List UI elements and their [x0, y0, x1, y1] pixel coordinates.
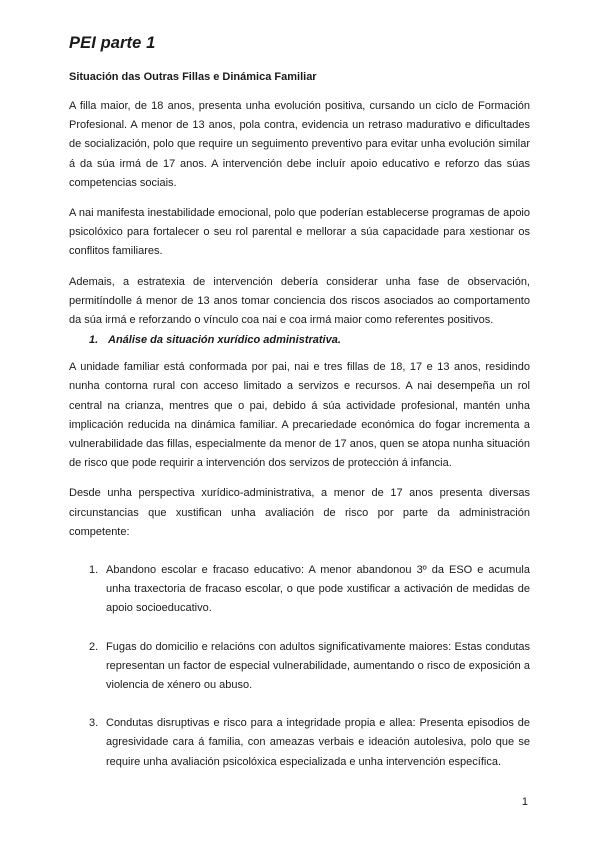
subsection-title: Análise da situación xurídico administrativa. [108, 334, 341, 347]
paragraph-analysis-2: Desde unha perspectiva xurídico-administrativa, a menor de 17 anos presenta diversas circunstancias que xustifican unha avaliación de risco por parte da administración competente: [69, 487, 530, 538]
list-item [89, 638, 530, 696]
subsection-number: 1. [89, 334, 99, 347]
paragraph-intro-1: A filla maior, de 18 anos, presenta unha evolución positiva, cursando un ciclo de Formación Profesional. A menor de 13 anos, pola contra, evidencia un retraso madurativo e dificultades de socialización, polo que require un seguimento preventivo para evitar unha evolución similar á da súa irmá de 17 anos. A intervención debe incluír apoio educativo e reforzo das súas competencias sociais. [69, 100, 530, 189]
risk-factor-list [69, 561, 530, 772]
list-item-text: Abandono escolar e fracaso educativo: A menor abandonou 3º da ESO e acumula unha traxectoria de fracaso escolar, o que pode xustificar a activación de medidas de apoio socioeducativo. [106, 564, 530, 615]
list-item-text: Condutas disruptivas e risco para a integridade propia e allea: Presenta episodios de agresividade cara á familia, con ameazas verbais e ideación autolesiva, polo que se require unha avaliación psicolóxica especializada e unha intervención específica. [106, 717, 530, 768]
page-number: 1 [521, 796, 528, 808]
paragraph-intro-2: A nai manifesta inestabilidade emocional, polo que poderían establecerse programas de apoio psicolóxico para fortalecer o seu rol parental e mellorar a súa capacidade para xestionar os conflitos familiares. [69, 207, 530, 258]
list-item-number: 1. [89, 564, 99, 577]
section-heading: Situación das Outras Fillas e Dinámica Familiar [69, 71, 317, 83]
list-item [89, 714, 530, 772]
subsection-heading [89, 334, 530, 346]
list-item-number: 2. [89, 640, 99, 653]
document-title: PEI parte 1 [69, 34, 156, 52]
paragraph-intro-3: Ademais, a estratexia de intervención debería considerar unha fase de observación, permitíndolle á menor de 13 anos tomar conciencia dos riscos asociados ao comportamento da súa irmá e reforzando o vínculo coa nai e coa irmá maior como referentes positivos. [69, 275, 530, 327]
list-item-text: Fugas do domicilio e relacións con adultos significativamente maiores: Estas condutas representan un factor de especial vulnerabilidade, aumentando o risco de exposición a violencia de xénero ou abuso. [106, 640, 530, 692]
list-item [89, 561, 530, 619]
paragraph-analysis-1: A unidade familiar está conformada por pai, nai e tres fillas de 18, 17 e 13 anos, residindo nunha contorna rural con acceso limitado a servizos e recursos. A nai desempeña un rol central na crianza, mentres que o pai, debido á súa actividade profesional, mantén unha implicación reducida na dinámica familiar. A precariedade económica do fogar incrementa a vulnerabilidade das fillas, especialmente da menor de 17 anos, quen se atopa nunha situación de risco que pode requirir a intervención dos servizos de protección á infancia. [69, 361, 530, 470]
list-item-number: 3. [89, 717, 99, 730]
